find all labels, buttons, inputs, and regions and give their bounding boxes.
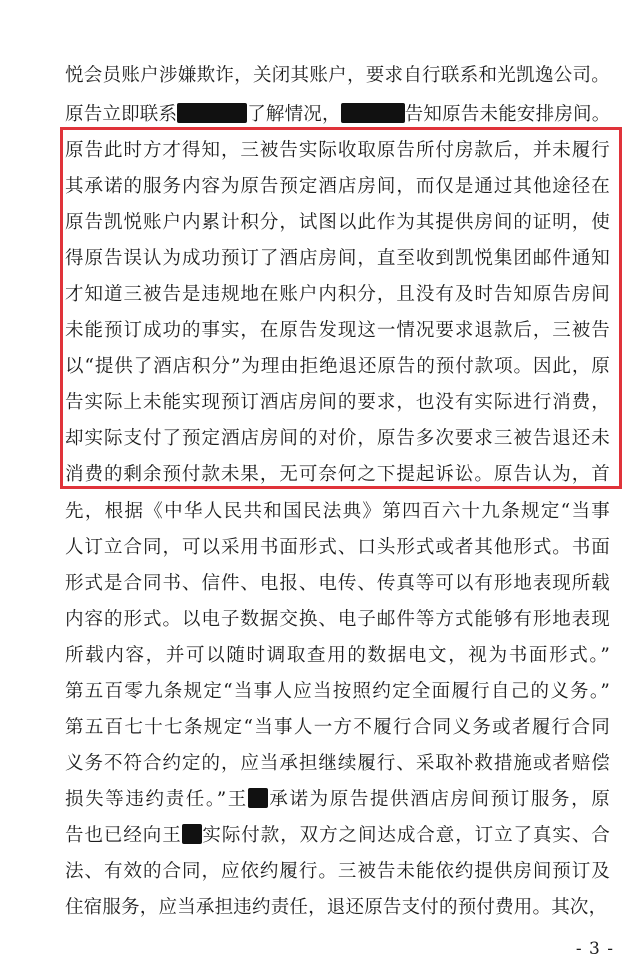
text-segment: 得原告误认为成功预订了酒店房间，直至收到凯悦集团邮件通知 bbox=[65, 248, 610, 269]
text-line bbox=[65, 496, 610, 528]
text-line bbox=[65, 279, 610, 311]
text-line bbox=[65, 135, 610, 167]
text-line bbox=[65, 387, 610, 419]
text-segment: 才知道三被告是违规地在账户内积分，且没有及时告知原告房间 bbox=[65, 284, 610, 305]
text-segment: 原告此时方才得知，三被告实际收取原告所付房款后，并未履行 bbox=[65, 140, 610, 161]
text-segment: 实际付款，双方之间达成合意，订立了真实、合 bbox=[201, 825, 611, 846]
redaction-block bbox=[182, 824, 202, 844]
text-segment: 以“提供了酒店积分”为理由拒绝退还原告的预付款项。因此，原 bbox=[65, 356, 610, 377]
text-segment: 住宿服务，应当承担违约责任，退还原告支付的预付费用。其次， bbox=[65, 897, 608, 918]
text-line bbox=[65, 748, 610, 780]
text-segment: 承诺为原告提供酒店房间预订服务，原 bbox=[267, 789, 610, 810]
text-segment: 形式是合同书、信件、电报、电传、传真等可以有形地表现所载 bbox=[65, 573, 610, 594]
text-line bbox=[65, 315, 610, 347]
redaction-block bbox=[341, 103, 405, 123]
text-segment: 法、有效的合同，应依约履行。三被告未能依约提供房间预订及 bbox=[65, 861, 610, 882]
text-segment: 其承诺的服务内容为原告预定酒店房间，而仅是通过其他途径在 bbox=[65, 176, 610, 197]
text-segment: 告也已经向王 bbox=[65, 825, 182, 846]
text-segment: 却实际支付了预定酒店房间的对价，原告多次要求三被告退还未 bbox=[65, 428, 610, 449]
text-segment: 人订立合同，可以采用书面形式、口头形式或者其他形式。书面 bbox=[65, 537, 610, 558]
text-line bbox=[65, 856, 610, 888]
text-segment: 消费的剩余预付款未果，无可奈何之下提起诉讼。原告认为，首 bbox=[65, 464, 610, 485]
text-line bbox=[65, 99, 610, 131]
text-segment: 第五百七十七条规定“当事人一方不履行合同义务或者履行合同 bbox=[65, 717, 610, 738]
text-segment: 内容的形式。以电子数据交换、电子邮件等方式能够有形地表现 bbox=[65, 609, 610, 630]
text-segment: 原告立即联系 bbox=[65, 104, 178, 125]
text-line bbox=[65, 532, 610, 564]
text-segment: 未能预订成功的事实，在原告发现这一情况要求退款后，三被告 bbox=[65, 320, 610, 341]
text-line bbox=[65, 459, 610, 491]
redaction-block bbox=[177, 103, 247, 123]
text-line bbox=[65, 207, 610, 239]
text-line bbox=[65, 784, 610, 816]
text-line bbox=[65, 423, 610, 455]
text-segment: 损失等违约责任。”王 bbox=[65, 789, 248, 810]
text-line bbox=[65, 712, 610, 744]
text-line bbox=[65, 676, 610, 708]
page-number: - 3 - bbox=[575, 939, 614, 959]
text-segment: 第五百零九条规定“当事人应当按照约定全面履行自己的义务。” bbox=[65, 681, 610, 702]
text-segment: 先，根据《中华人民共和国民法典》第四百六十九条规定“当事 bbox=[65, 501, 610, 522]
text-line bbox=[65, 60, 610, 92]
text-segment: 悦会员账户涉嫌欺诈，关闭其账户，要求自行联系和光凯逸公司。 bbox=[65, 65, 610, 86]
text-line bbox=[65, 568, 610, 600]
text-segment: 所载内容，并可以随时调取查用的数据电文，视为书面形式。” bbox=[65, 645, 610, 666]
text-segment: 原告凯悦账户内累计积分，试图以此作为其提供房间的证明，使 bbox=[65, 212, 610, 233]
text-segment: 义务不符合约定的，应当承担继续履行、采取补救措施或者赔偿 bbox=[65, 753, 610, 774]
text-segment: 告知原告未能安排房间。 bbox=[404, 104, 611, 125]
text-line bbox=[65, 351, 610, 383]
text-line bbox=[65, 892, 610, 924]
text-segment: 告实际上未能实现预订酒店房间的要求，也没有实际进行消费， bbox=[65, 392, 610, 413]
text-line bbox=[65, 604, 610, 636]
text-line bbox=[65, 820, 610, 852]
redaction-block bbox=[248, 788, 268, 808]
text-segment: 了解情况， bbox=[247, 104, 341, 125]
text-line bbox=[65, 243, 610, 275]
text-line bbox=[65, 171, 610, 203]
text-line bbox=[65, 640, 610, 672]
